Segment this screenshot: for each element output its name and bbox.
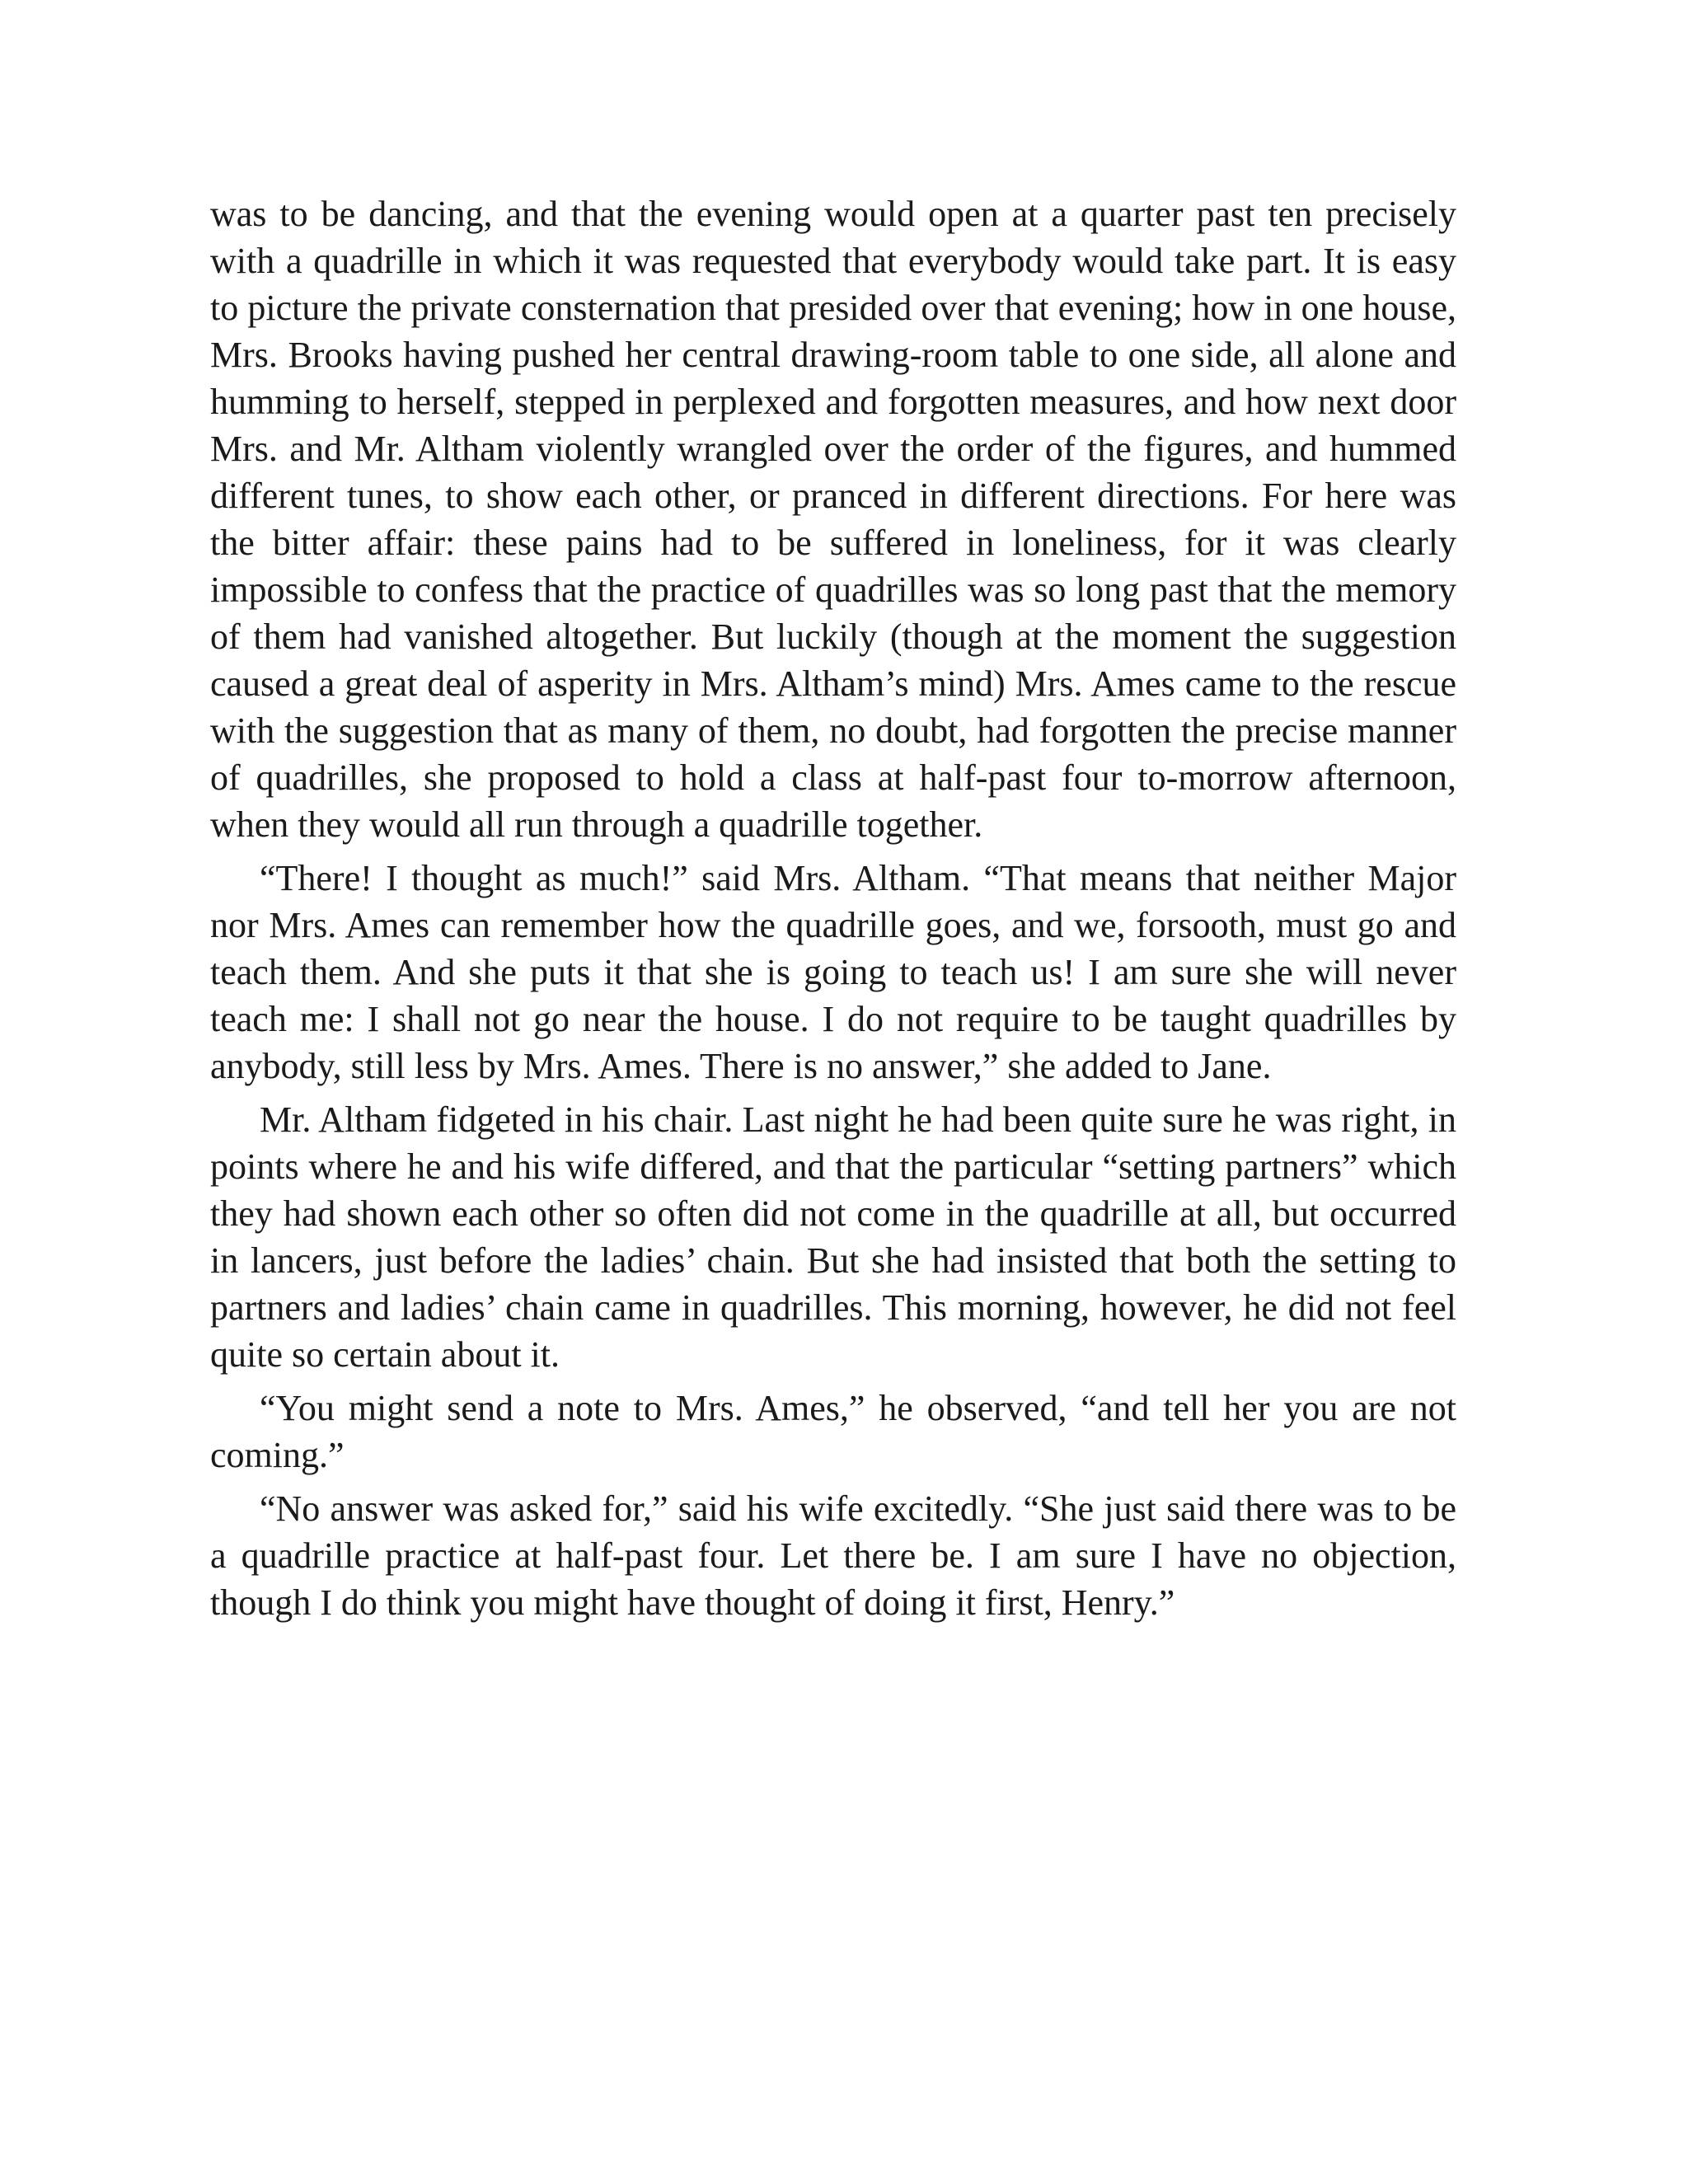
paragraph-1: was to be dancing, and that the evening would open at a quarter past ten precisely with a quadrille in which it was requested that everybody would take part. It is easy to picture the private consternation that presided over that evening; how in one house, Mrs. Brooks having pushed her central drawing-room table to one side, all alone and humming to herself, stepped in perplexed and forgotten measures, and how next door Mrs. and Mr. Altham violently wrangled over the order of the figures, and hummed different tunes, to show each other, or pranced in different directions. For here was the bitter affair: these pains had to be suffered in loneliness, for it was clearly impossible to confess that the practice of quadrilles was so long past that the memory of them had vanished altogether. But luckily (though at the moment the suggestion caused a great deal of asperity in Mrs. Altham’s mind) Mrs. Ames came to the rescue with the suggestion that as many of them, no doubt, had forgotten the precise manner of quadrilles, she proposed to hold a class at half-past four to-morrow afternoon, when they would all run through a quadrille together.	[210, 194, 1456, 845]
paragraph-4: “You might send a note to Mrs. Ames,” he observed, “and tell her you are not coming.”	[210, 1388, 1456, 1475]
paragraph-2: “There! I thought as much!” said Mrs. Altham. “That means that neither Major nor Mrs. Ames can remember how the quadrille goes, and we, forsooth, must go and teach them. And she puts it that she is going to teach us! I am sure she will never teach me: I shall not go near the house. I do not require to be taught quadrilles by anybody, still less by Mrs. Ames. There is no answer,” she added to Jane.	[210, 858, 1456, 1086]
body-text	[210, 190, 1456, 1633]
paragraph-5: “No answer was asked for,” said his wife excitedly. “She just said there was to be a quadrille practice at half-past four. Let there be. I am sure I have no objection, though I do think you might have thought of doing it first, Henry.”	[210, 1488, 1456, 1623]
paragraph-3: Mr. Altham fidgeted in his chair. Last night he had been quite sure he was right, in points where he and his wife differed, and that the particular “setting partners” which they had shown each other so often did not come in the quadrille at all, but occurred in lancers, just before the ladies’ chain. But she had insisted that both the setting to partners and ladies’ chain came in quadrilles. This morning, however, he did not feel quite so certain about it.	[210, 1099, 1456, 1375]
